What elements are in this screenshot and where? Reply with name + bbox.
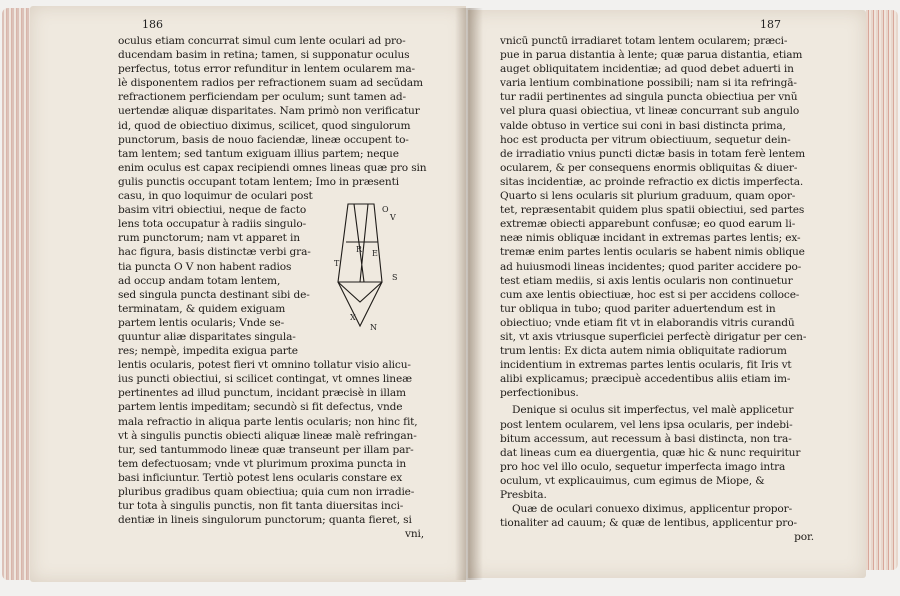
text-line: ius puncti obiectiui, si scilicet contingat, vt omnes lineæ xyxy=(118,373,412,386)
text-line: perfectionibus. xyxy=(500,387,579,400)
right-page-number: 187 xyxy=(760,18,781,31)
text-line: pertinentes ad illud punctum, incidant præcisè in illam xyxy=(118,387,406,400)
text-line: alibi explicamus; præcipuè accedentibus aliis etiam im- xyxy=(500,373,791,386)
optics-figure xyxy=(334,198,444,338)
text-line: Quarto si lens ocularis sit plurium graduum, quam opor- xyxy=(500,190,796,203)
text-line: partem lentis ocularis; Vnde se- xyxy=(118,316,285,329)
text-line: id, quod de obiectiuo diximus, scilicet, quod singulorum xyxy=(118,119,411,132)
text-line: bitum accessum, aut recessum à basi distincta, non tra- xyxy=(500,432,792,445)
catchword: por. xyxy=(794,531,814,544)
figure-label-e: E xyxy=(372,249,378,258)
text-line: mala refractio in aliqua parte lentis ocularis; non hinc fit, xyxy=(118,415,418,428)
text-line: enim oculus est capax recipiendi omnes lineas quæ pro sin xyxy=(118,161,427,174)
text-line: partem lentis impeditam; secundò si fit defectus, vnde xyxy=(118,401,403,414)
figure-ray-lines xyxy=(354,204,368,282)
text-line: casu, in quo loquimur de oculari post xyxy=(118,190,313,203)
text-line: gulis punctis occupant totam lentem; Imo in præsenti xyxy=(118,175,399,188)
text-line: res; nempè, impedita exigua parte xyxy=(118,345,298,358)
figure-label-r: R xyxy=(356,245,363,254)
text-line: rum punctorum; nam vt apparet in xyxy=(118,232,300,245)
figure-upper-trapezoid xyxy=(338,204,382,282)
text-line: hac figura, basis distinctæ verbi gra- xyxy=(118,246,311,259)
text-line: Presbita. xyxy=(500,489,547,501)
text-line: neæ nimis obliquæ incidant in extremas partes lentis; ex- xyxy=(500,232,801,245)
text-line: ocularem, & per consequens enormis obliquitas & diuer- xyxy=(500,161,798,174)
text-line: tet, repræsentabit quidem plus spatii obiectiui, sed partes xyxy=(500,204,805,217)
text-line: vel plura quasi obiectiua, vt lineæ concurrant sub angulo xyxy=(500,105,800,118)
text-line: extremæ obiecti apparebunt confusæ; eo quod earum li- xyxy=(500,218,796,231)
page-edges-right xyxy=(866,10,898,570)
text-line: tur obliqua in tubo; quod pariter aduertendum est in xyxy=(500,302,776,315)
figure-label-s: S xyxy=(392,273,398,282)
book-gutter xyxy=(455,8,483,580)
text-line: lè disponentem radios per refractionem suam ad secŭdam xyxy=(118,77,423,90)
text-line: tia puncta O V non habent radios xyxy=(118,260,292,273)
text-line: sit, vt axis vtriusque superficiei perfectè dirigatur per cen- xyxy=(500,330,807,343)
figure-lower-inner-cone xyxy=(338,282,382,302)
figure-label-v: V xyxy=(390,213,396,222)
text-line: pue in parua distantia à lente; quæ parua distantia, etiam xyxy=(500,49,803,62)
text-line: perfectus, totus error refunditur in lentem ocularem ma- xyxy=(118,63,415,76)
text-line: oculum, vt explicauimus, cum egimus de Miope, & xyxy=(500,474,765,487)
text-line: obiectiuo; vnde etiam fit vt in elaborandis vitris curandū xyxy=(500,316,795,329)
text-line: valde obtuso in vertice sui coni in basi distincta prima, xyxy=(500,119,786,132)
text-line: tremæ enim partes lentis ocularis se habent nimis oblique xyxy=(500,246,805,259)
text-line: lens tota occupatur à radiis singulo- xyxy=(118,218,307,231)
text-line: vnicū punctū irradiaret totam lentem ocularem; præci- xyxy=(500,35,788,47)
text-line: dentiæ in lineis singulorum punctorum; quanta fieret, si xyxy=(118,514,412,527)
figure-label-n: N xyxy=(370,323,377,332)
text-line: hoc est producta per vitrum obiectiuum, sequetur dein- xyxy=(500,133,791,146)
text-line: Quæ de oculari conuexo diximus, applicentur propor- xyxy=(512,503,792,516)
figure-label-t: T xyxy=(334,259,340,268)
text-line: incidentium in extremas partes lentis ocularis, fit Iris vt xyxy=(500,359,792,372)
text-line: pluribus gradibus quam obiectiua; quia cum non irradie- xyxy=(118,486,415,498)
text-line: quuntur aliæ disparitates singula- xyxy=(118,330,296,343)
text-line: oculus etiam concurrat simul cum lente oculari ad pro- xyxy=(118,35,406,47)
text-line: tur, sed tantummodo lineæ quæ transeunt per illam par- xyxy=(118,443,414,456)
text-line: tur tota à singulis punctis, non fit tanta diuersitas inci- xyxy=(118,500,404,513)
left-page-number: 186 xyxy=(142,18,163,31)
text-line: basi inficiuntur. Tertiò potest lens ocularis constare ex xyxy=(118,471,403,484)
text-line: vt à singulis punctis obiecti aliquæ lineæ malè refringan- xyxy=(118,429,417,442)
text-line: tionaliter ad cauum; & quæ de lentibus, applicentur pro- xyxy=(500,517,797,530)
right-page-text xyxy=(500,34,832,544)
text-line: lentis ocularis, potest fieri vt omnino tollatur visio alicu- xyxy=(118,359,411,372)
text-line: ad occup andam totam lentem, xyxy=(118,274,281,287)
text-line: Denique si oculus sit imperfectus, vel malè applicetur xyxy=(512,404,794,417)
figure-label-x: X xyxy=(350,313,356,322)
text-line: de irradiatio vnius puncti dictæ basis in totam ferè lentem xyxy=(500,147,806,160)
text-line: test etiam mediis, si axis lentis ocularis non continuetur xyxy=(500,274,793,287)
text-line: sitas incidentiæ, ac proinde refractio ex dictis imperfecta. xyxy=(500,175,804,188)
text-line: post lentem ocularem, vel lens ipsa ocularis, per indebi- xyxy=(500,418,793,431)
text-line: ad huiusmodi lineas incidentes; quod pariter accidere po- xyxy=(500,260,802,273)
text-line: tur radii pertinentes ad singula puncta obiectiua per vnŭ xyxy=(500,91,798,104)
text-line: tem defectuosam; vnde vt plurimum proxima puncta in xyxy=(118,457,407,470)
text-line: sed singula puncta destinant sibi de- xyxy=(118,288,310,301)
text-line: terminatam, & quidem exiguam xyxy=(118,302,286,315)
text-line: cum axe lentis obiectiuæ, hoc est si per accidens colloce- xyxy=(500,288,800,301)
text-line: punctorum, basis de nouo faciendæ, lineæ occupent to- xyxy=(118,133,409,146)
text-line: varia lentium combinatione possibili; nam si ita refringā- xyxy=(500,77,797,90)
text-line: pro hoc vel illo oculo, sequetur imperfecta imago intra xyxy=(500,460,786,473)
text-line: dat lineas cum ea diuergentia, quæ hic & nunc requiritur xyxy=(500,446,801,459)
text-line: auget obliquitatem incidentiæ; ad quod debet aduerti in xyxy=(500,63,794,76)
text-line: tam lentem; sed tantum exiguam illius partem; neque xyxy=(118,147,399,160)
text-line: ducendam basim in retina; tamen, si supponatur oculus xyxy=(118,49,410,62)
figure-label-o: O xyxy=(382,205,389,214)
text-line: basim vitri obiectiui, neque de facto xyxy=(118,204,307,217)
text-line: refractionem perficiendam per oculum; sunt tamen ad- xyxy=(118,91,406,104)
text-line: uertendæ aliquæ disparitates. Nam primò non verificatur xyxy=(118,105,420,118)
text-line: trum lentis: Ex dicta autem nimia obliquitate radiorum xyxy=(500,345,787,358)
catchword: vni, xyxy=(405,528,424,541)
